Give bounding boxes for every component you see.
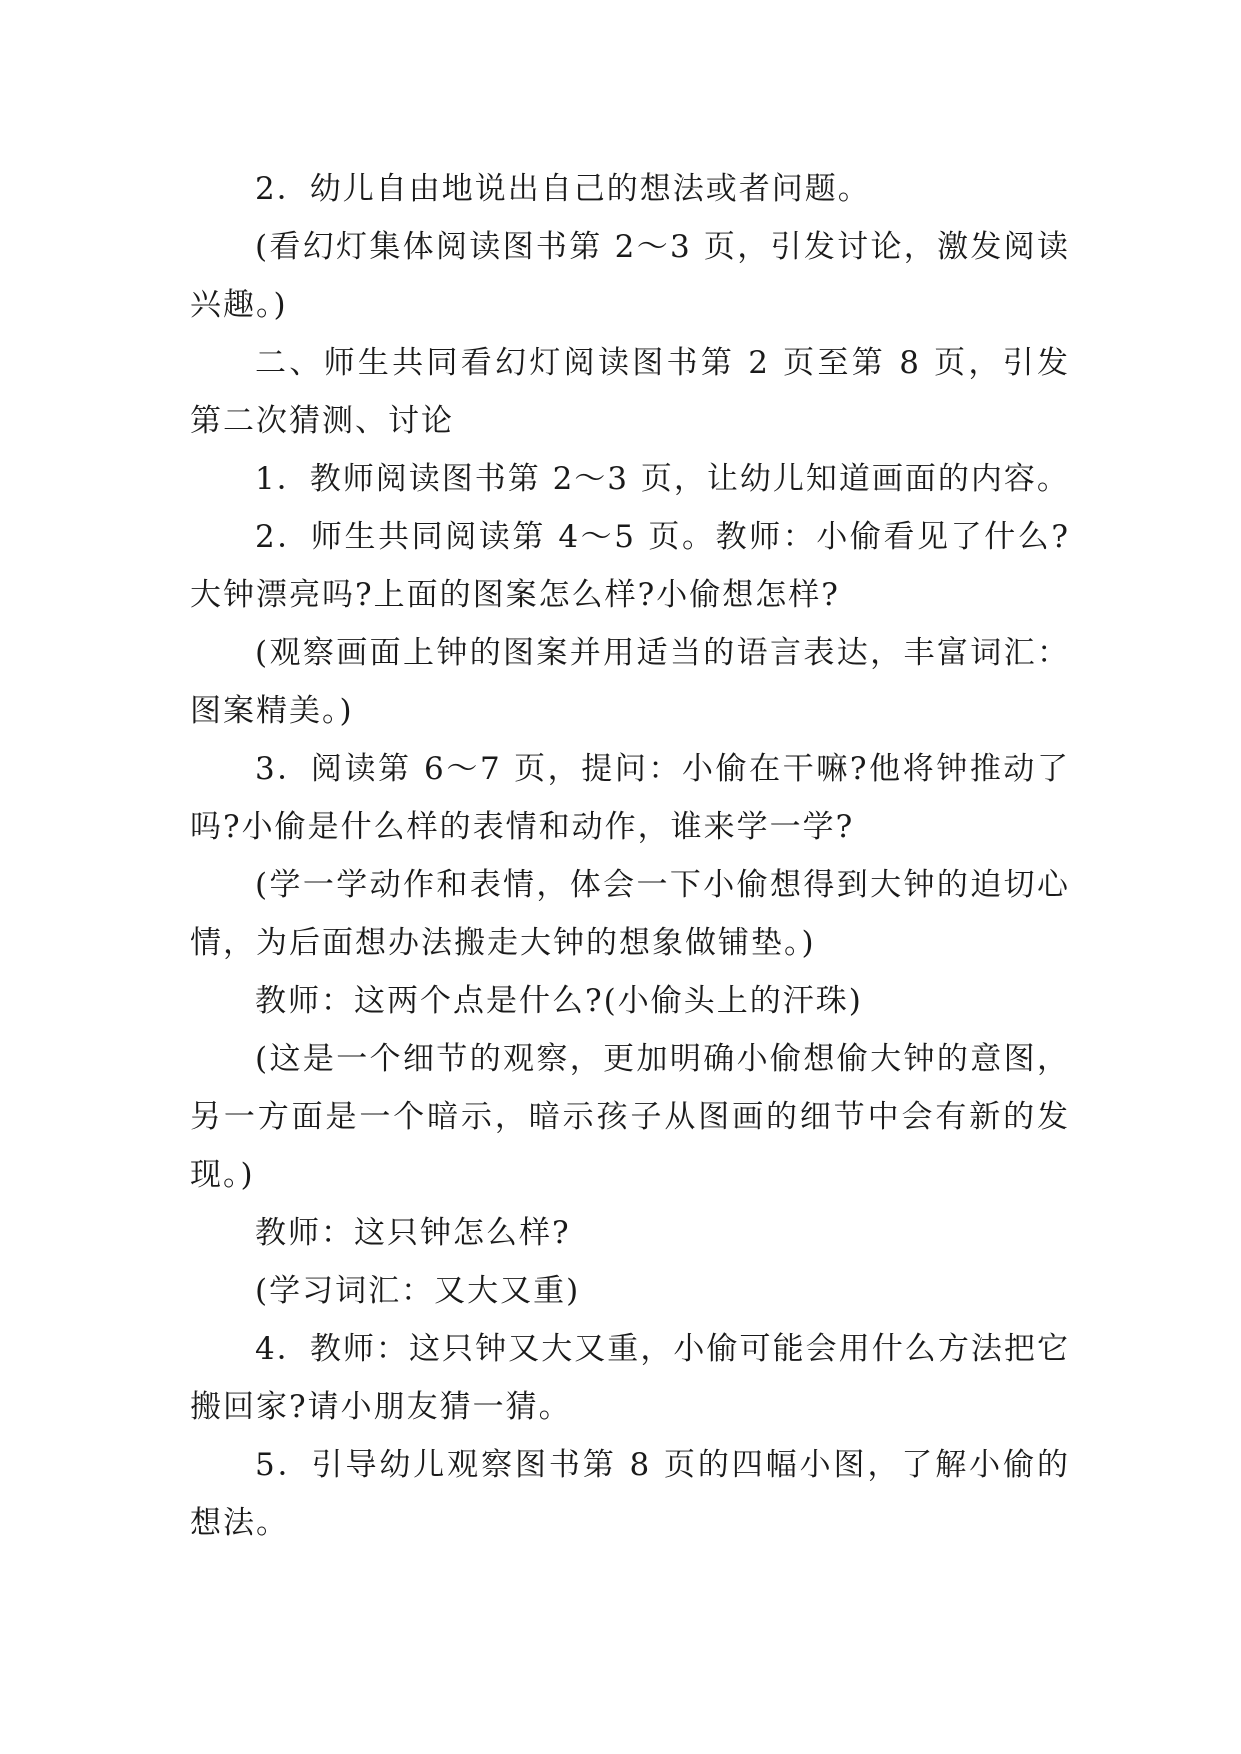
paragraph-step-2-read-4-5: 2．师生共同阅读第 4～5 页。教师：小偷看见了什么?大钟漂亮吗?上面的图案怎么样?小偷想怎样? (190, 519, 1070, 613)
paragraph-step-5-four-pictures: 5．引导幼儿观察图书第 8 页的四幅小图，了解小偷的想法。 (190, 1447, 1070, 1541)
paragraph-step-4-guess-method: 4．教师：这只钟又大又重，小偷可能会用什么方法把它搬回家?请小朋友猜一猜。 (190, 1331, 1070, 1425)
paragraph-teacher-clock-question: 教师：这只钟怎么样? (255, 1215, 571, 1251)
paragraph-section-two-heading: 二、师生共同看幻灯阅读图书第 2 页至第 8 页，引发第二次猜测、讨论 (190, 345, 1070, 439)
paragraph-note-slides-2-3: (看幻灯集体阅读图书第 2～3 页，引发讨论，激发阅读兴趣。) (190, 229, 1070, 323)
paragraph-teacher-two-dots: 教师：这两个点是什么?(小偷头上的汗珠) (255, 983, 863, 1019)
document-body (190, 160, 1070, 1552)
paragraph-note-observe-pattern: (观察画面上钟的图案并用适当的语言表达，丰富词汇：图案精美。) (190, 635, 1070, 729)
paragraph-step-3-read-6-7: 3．阅读第 6～7 页，提问：小偷在干嘛?他将钟推动了吗?小偷是什么样的表情和动作，谁来学一学? (190, 751, 1070, 845)
paragraph-note-vocabulary: (学习词汇：又大又重) (255, 1273, 581, 1309)
paragraph-step-2-free-talk: 2．幼儿自由地说出自己的想法或者问题。 (255, 171, 871, 207)
paragraph-note-learn-actions: (学一学动作和表情，体会一下小偷想得到大钟的迫切心情，为后面想办法搬走大钟的想象做铺垫。) (190, 867, 1070, 961)
paragraph-note-detail-observation: (这是一个细节的观察，更加明确小偷想偷大钟的意图，另一方面是一个暗示，暗示孩子从图画的细节中会有新的发现。) (190, 1041, 1070, 1193)
paragraph-step-1-teacher-reads: 1．教师阅读图书第 2～3 页，让幼儿知道画面的内容。 (255, 461, 1070, 497)
